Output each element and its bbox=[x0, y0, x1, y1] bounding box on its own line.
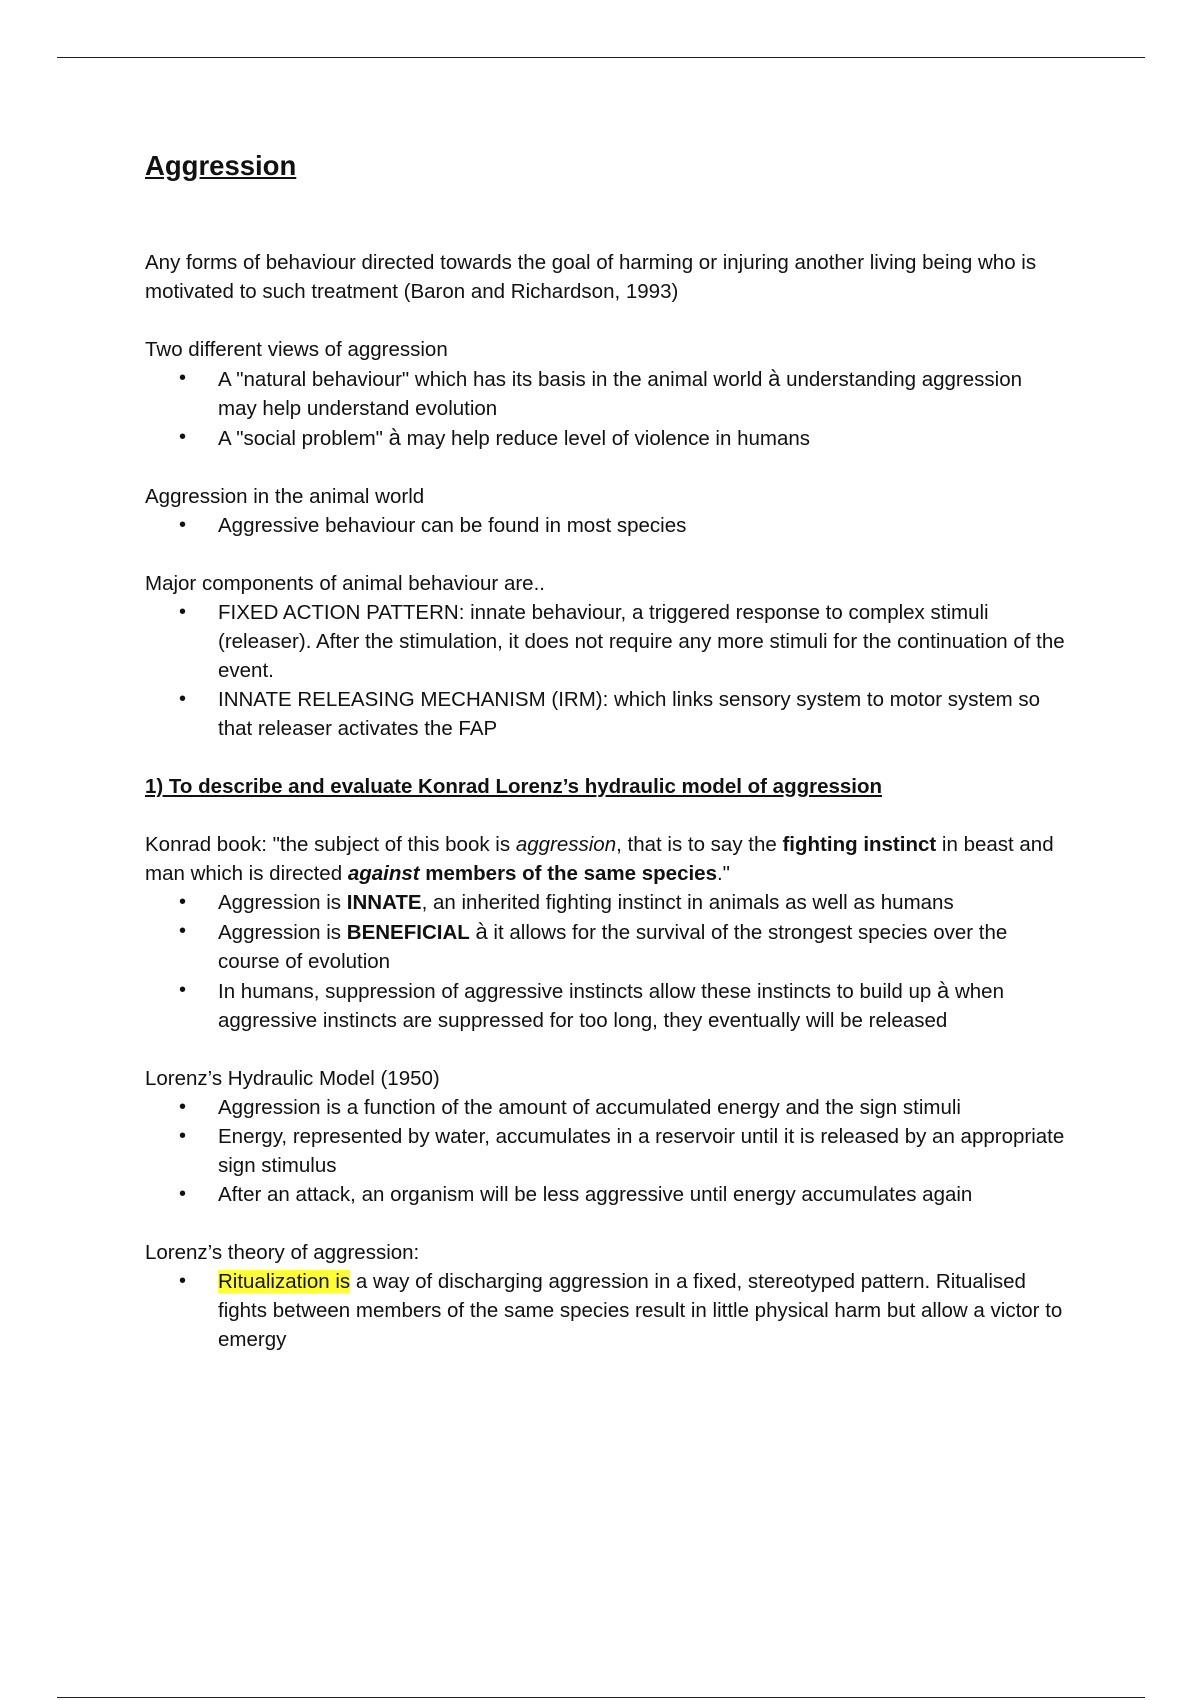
list-item: • In humans, suppression of aggressive instincts allow these instincts to build up à when aggressive instincts are suppressed for too long, they eventually will be released bbox=[145, 976, 1065, 1035]
arrow-glyph: à bbox=[937, 978, 950, 1003]
list-item: • After an attack, an organism will be less aggressive until energy accumulates again bbox=[145, 1180, 1065, 1209]
arrow-glyph: à bbox=[768, 366, 781, 391]
theory-list bbox=[145, 1267, 1065, 1354]
animal-world-heading: Aggression in the animal world bbox=[145, 485, 425, 508]
top-rule bbox=[57, 57, 1145, 58]
page-title: Aggression bbox=[145, 150, 297, 181]
list-item: • Aggression is INNATE, an inherited fighting instinct in animals as well as humans bbox=[145, 888, 1065, 917]
section-heading: 1) To describe and evaluate Konrad Lorenz’s hydraulic model of aggression bbox=[145, 775, 883, 798]
list-item: • Aggressive behaviour can be found in most species bbox=[145, 511, 1065, 540]
list-item: • Ritualization is a way of discharging aggression in a fixed, stereotyped pattern. Ritualised fights between members of the same species result in little physical harm but allow a victor to emergy bbox=[145, 1267, 1065, 1354]
theory-heading: Lorenz’s theory of aggression: bbox=[145, 1241, 420, 1264]
list-item: • A "natural behaviour" which has its basis in the animal world à understanding aggression may help understand evolution bbox=[145, 364, 1065, 423]
hydraulic-heading: Lorenz’s Hydraulic Model (1950) bbox=[145, 1067, 440, 1090]
arrow-glyph: à bbox=[388, 425, 401, 450]
document-body bbox=[145, 148, 1065, 1354]
components-heading: Major components of animal behaviour are.. bbox=[145, 572, 545, 595]
list-item: • Aggression is a function of the amount of accumulated energy and the sign stimuli bbox=[145, 1093, 1065, 1122]
list-item: • FIXED ACTION PATTERN: innate behaviour, a triggered response to complex stimuli (releaser). After the stimulation, it does not require any more stimuli for the continuation of the event. bbox=[145, 598, 1065, 685]
lorenz-points-list bbox=[145, 888, 1065, 1035]
animal-world-list bbox=[145, 511, 1065, 540]
hydraulic-list bbox=[145, 1093, 1065, 1209]
highlighted-text: Ritualization is bbox=[218, 1270, 351, 1293]
views-list bbox=[145, 364, 1065, 453]
definition-paragraph: Any forms of behaviour directed towards the goal of harming or injuring another living being who is motivated to such treatment (Baron and Richardson, 1993) bbox=[145, 251, 1037, 303]
lorenz-quote: Konrad book: "the subject of this book is aggression, that is to say the fighting instinct in beast and man which is directed against members of the same species." bbox=[145, 833, 1054, 885]
list-item: • Aggression is BENEFICIAL à it allows for the survival of the strongest species over the course of evolution bbox=[145, 917, 1065, 976]
arrow-glyph: à bbox=[475, 919, 488, 944]
list-item: • INNATE RELEASING MECHANISM (IRM): which links sensory system to motor system so that releaser activates the FAP bbox=[145, 685, 1065, 743]
list-item: • A "social problem" à may help reduce level of violence in humans bbox=[145, 423, 1065, 453]
bottom-rule bbox=[57, 1697, 1145, 1698]
list-item: • Energy, represented by water, accumulates in a reservoir until it is released by an appropriate sign stimulus bbox=[145, 1122, 1065, 1180]
views-heading: Two different views of aggression bbox=[145, 338, 448, 361]
components-list bbox=[145, 598, 1065, 743]
